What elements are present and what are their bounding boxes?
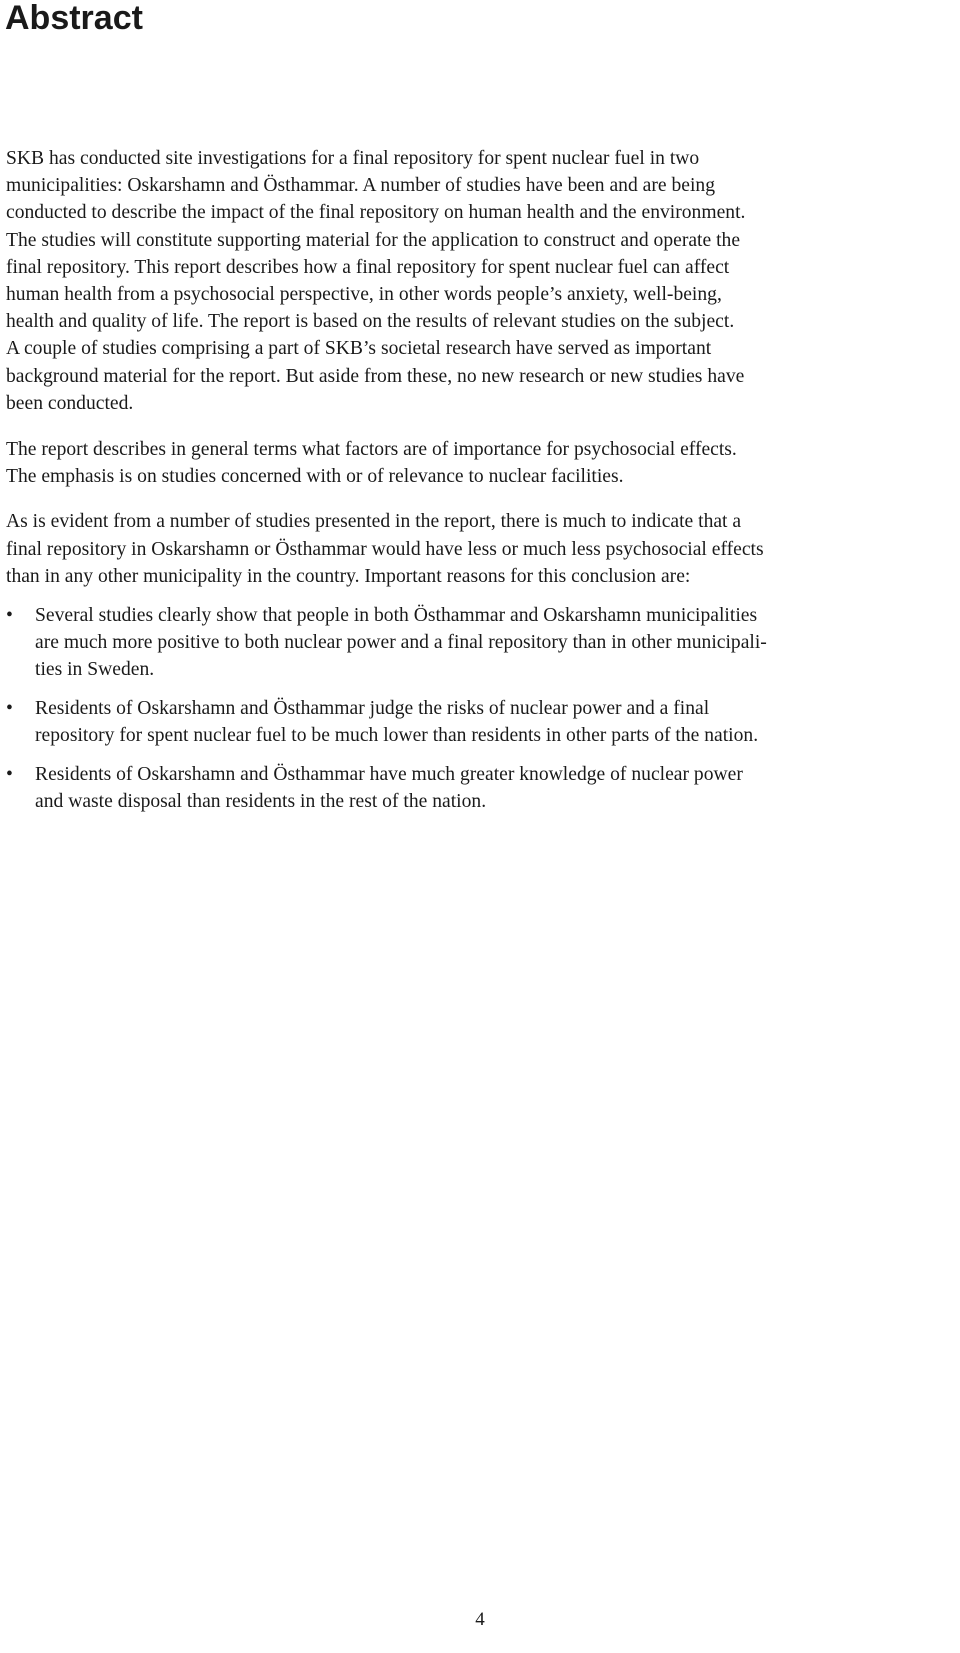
page-number: 4 xyxy=(475,1609,485,1630)
paragraph-factors xyxy=(6,436,956,490)
text-line: ties in Sweden. xyxy=(35,658,155,680)
text-line: and waste disposal than residents in the rest of the nation. xyxy=(35,790,487,812)
reasons-list xyxy=(6,602,956,815)
text-line: The report describes in general terms what factors are of importance for psychosocial effects. xyxy=(6,438,737,460)
paragraph-spacer xyxy=(6,590,956,602)
text-line: health and quality of life. The report is based on the results of relevant studies on the subject. xyxy=(6,311,735,333)
text-line: repository for spent nuclear fuel to be much lower than residents in other parts of the nation. xyxy=(35,724,759,746)
text-line: conducted to describe the impact of the final repository on human health and the environment. xyxy=(6,202,746,224)
list-spacer xyxy=(6,683,956,695)
list-item xyxy=(6,761,956,815)
list-item xyxy=(6,602,956,684)
paragraph-intro xyxy=(6,145,956,417)
text-line: background material for the report. But aside from these, no new research or new studies have xyxy=(6,365,745,387)
text-line: human health from a psychosocial perspective, in other words people’s anxiety, well-being, xyxy=(6,284,722,306)
text-line: final repository in Oskarshamn or Östhammar would have less or much less psychosocial effects xyxy=(6,538,764,560)
paragraph-spacer xyxy=(6,490,956,509)
text-line: Residents of Oskarshamn and Östhammar have much greater knowledge of nuclear power xyxy=(35,763,743,785)
text-line: The emphasis is on studies concerned with or of relevance to nuclear facilities. xyxy=(6,465,624,487)
list-item xyxy=(6,695,956,749)
bullet-marker: • xyxy=(6,763,13,785)
text-line: than in any other municipality in the country. Important reasons for this conclusion are: xyxy=(6,565,691,587)
text-line: final repository. This report describes how a final repository for spent nuclear fuel can affect xyxy=(6,256,730,278)
text-line: are much more positive to both nuclear power and a final repository than in other municipali- xyxy=(35,631,767,653)
bullet-marker: • xyxy=(6,697,13,719)
text-line: Several studies clearly show that people in both Östhammar and Oskarshamn municipalities xyxy=(35,604,758,626)
text-line: As is evident from a number of studies presented in the report, there is much to indicate that a xyxy=(6,511,742,533)
text-line: municipalities: Oskarshamn and Östhammar. A number of studies have been and are being xyxy=(6,175,716,197)
paragraph-conclusion xyxy=(6,508,956,590)
abstract-body xyxy=(6,145,956,815)
text-line: A couple of studies comprising a part of SKB’s societal research have served as important xyxy=(6,338,712,360)
paragraph-spacer xyxy=(6,417,956,436)
text-line: Residents of Oskarshamn and Östhammar judge the risks of nuclear power and a final xyxy=(35,697,710,719)
page-title: Abstract xyxy=(5,0,143,37)
text-line: SKB has conducted site investigations for a final repository for spent nuclear fuel in two xyxy=(6,148,700,169)
text-line: The studies will constitute supporting material for the application to construct and operate the xyxy=(6,229,741,251)
text-line: been conducted. xyxy=(6,392,134,414)
bullet-marker: • xyxy=(6,604,13,626)
list-spacer xyxy=(6,749,956,761)
